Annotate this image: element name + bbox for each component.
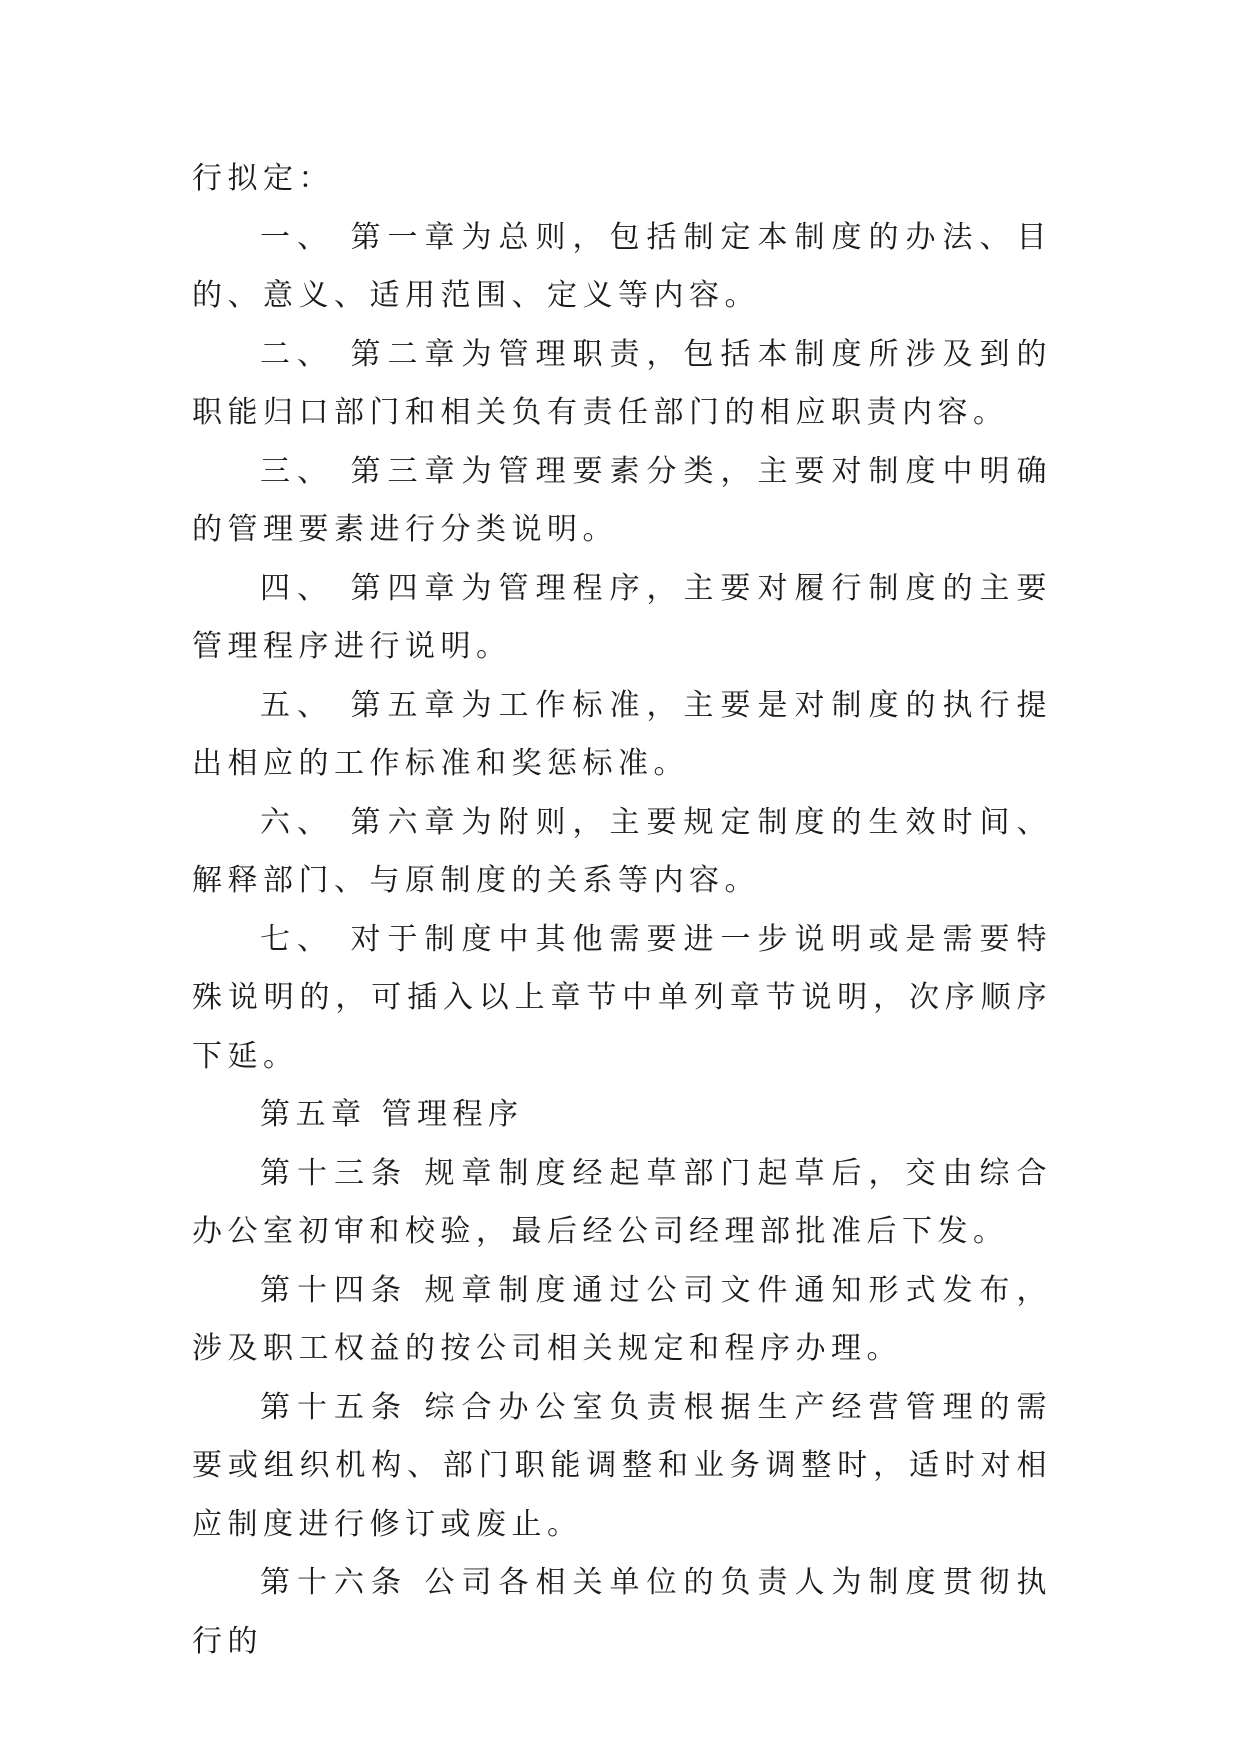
paragraph-item-5: 五、 第五章为工作标准，主要是对制度的执行提出相应的工作标准和奖惩标准。: [192, 687, 1052, 781]
paragraph-continuation: 行拟定：: [192, 161, 334, 196]
paragraph-item-1: 一、 第一章为总则，包括制定本制度的办法、目的、意义、适用范围、定义等内容。: [192, 219, 1052, 313]
article-16: 第十六条 公司各相关单位的负责人为制度贯彻执行的: [192, 1565, 1052, 1659]
paragraph-item-4: 四、 第四章为管理程序，主要对履行制度的主要管理程序进行说明。: [192, 570, 1052, 664]
article-13: 第十三条 规章制度经起草部门起草后，交由综合办公室初审和校验，最后经公司经理部批准后下发。: [192, 1155, 1052, 1249]
document-body: [192, 150, 1052, 1671]
paragraph-item-2: 二、 第二章为管理职责，包括本制度所涉及到的职能归口部门和相关负有责任部门的相应职责内容。: [192, 336, 1052, 430]
paragraph-item-7: 七、 对于制度中其他需要进一步说明或是需要特殊说明的，可插入以上章节中单列章节说明，次序顺序下延。: [192, 921, 1052, 1074]
article-14: 第十四条 规章制度通过公司文件通知形式发布，涉及职工权益的按公司相关规定和程序办理。: [192, 1272, 1052, 1366]
article-15: 第十五条 综合办公室负责根据生产经营管理的需要或组织机构、部门职能调整和业务调整时，适时对相应制度进行修订或废止。: [192, 1389, 1052, 1542]
chapter-heading: 第五章 管理程序: [260, 1097, 524, 1132]
paragraph-item-6: 六、 第六章为附则，主要规定制度的生效时间、解释部门、与原制度的关系等内容。: [192, 804, 1052, 898]
paragraph-item-3: 三、 第三章为管理要素分类，主要对制度中明确的管理要素进行分类说明。: [192, 453, 1052, 547]
